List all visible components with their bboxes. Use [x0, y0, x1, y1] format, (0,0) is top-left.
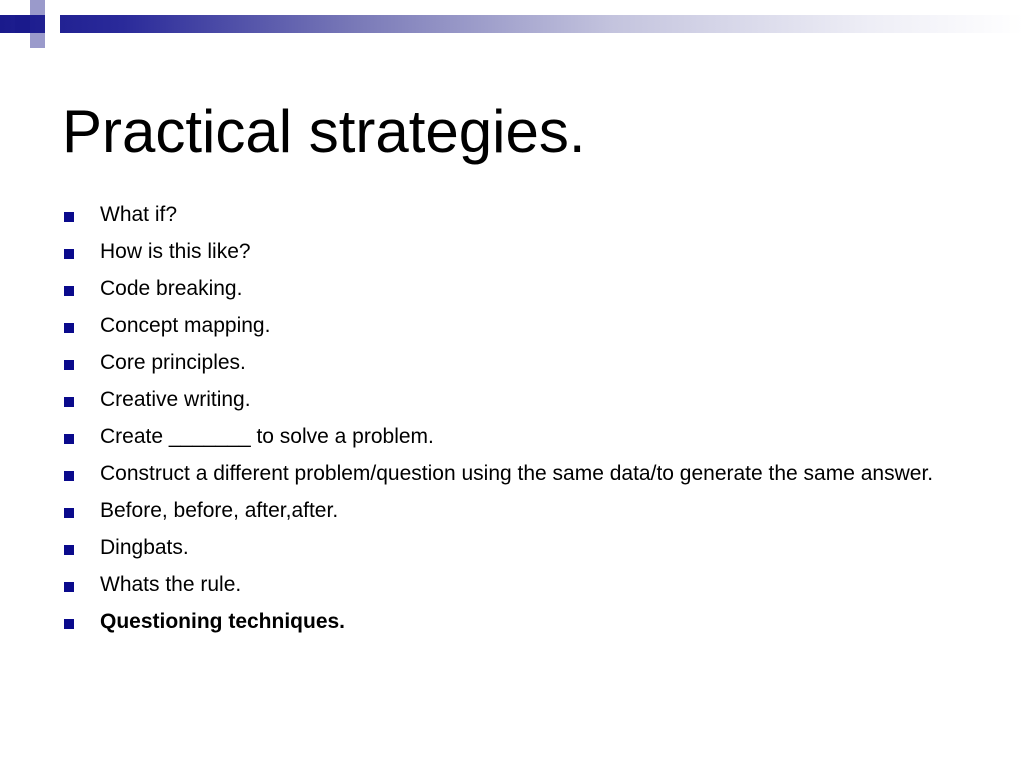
bullet-text: Core principles. [100, 351, 246, 374]
bullet-text: Questioning techniques. [100, 610, 346, 633]
bullet-item [62, 237, 962, 267]
square-bullet-icon [64, 397, 74, 407]
square-bullet-icon [64, 582, 74, 592]
bullet-text: Creative writing. [100, 388, 251, 411]
square-bullet-icon [64, 360, 74, 370]
square-bullet-icon [64, 249, 74, 259]
bullet-item [62, 311, 962, 341]
square-bullet-icon [64, 619, 74, 629]
bullet-item [62, 200, 962, 230]
bullet-item [62, 348, 962, 378]
square-bullet-icon [64, 508, 74, 518]
bullet-list [62, 200, 962, 644]
square-bullet-icon [64, 323, 74, 333]
decorative-square [45, 15, 60, 33]
decorative-square [15, 15, 30, 33]
decorative-square [0, 33, 15, 48]
bullet-text: Dingbats. [100, 536, 189, 559]
decorative-square [0, 0, 15, 15]
bullet-item-emphasized [62, 607, 962, 637]
bullet-text: Construct a different problem/question using the same data/to generate the same answer. [100, 462, 934, 485]
slide-title: Practical strategies. [62, 98, 586, 165]
bullet-item [62, 385, 962, 415]
bullet-text: Create _______ to solve a problem. [100, 425, 434, 448]
square-bullet-icon [64, 286, 74, 296]
bullet-item [62, 496, 962, 526]
decorative-square [60, 0, 75, 15]
decorative-square [30, 0, 45, 15]
bullet-item [62, 274, 962, 304]
square-bullet-icon [64, 545, 74, 555]
square-bullet-icon [64, 471, 74, 481]
decorative-square [30, 33, 45, 48]
bullet-text: What if? [100, 203, 178, 226]
bullet-item [62, 459, 962, 489]
bullet-text: How is this like? [100, 240, 251, 263]
bullet-text: Code breaking. [100, 277, 243, 300]
bullet-text: Whats the rule. [100, 573, 242, 596]
square-bullet-icon [64, 434, 74, 444]
header-gradient-band [0, 15, 1024, 33]
bullet-item [62, 533, 962, 563]
bullet-text: Concept mapping. [100, 314, 271, 337]
bullet-item [62, 570, 962, 600]
bullet-item [62, 422, 962, 452]
square-bullet-icon [64, 212, 74, 222]
bullet-text: Before, before, after,after. [100, 499, 339, 522]
